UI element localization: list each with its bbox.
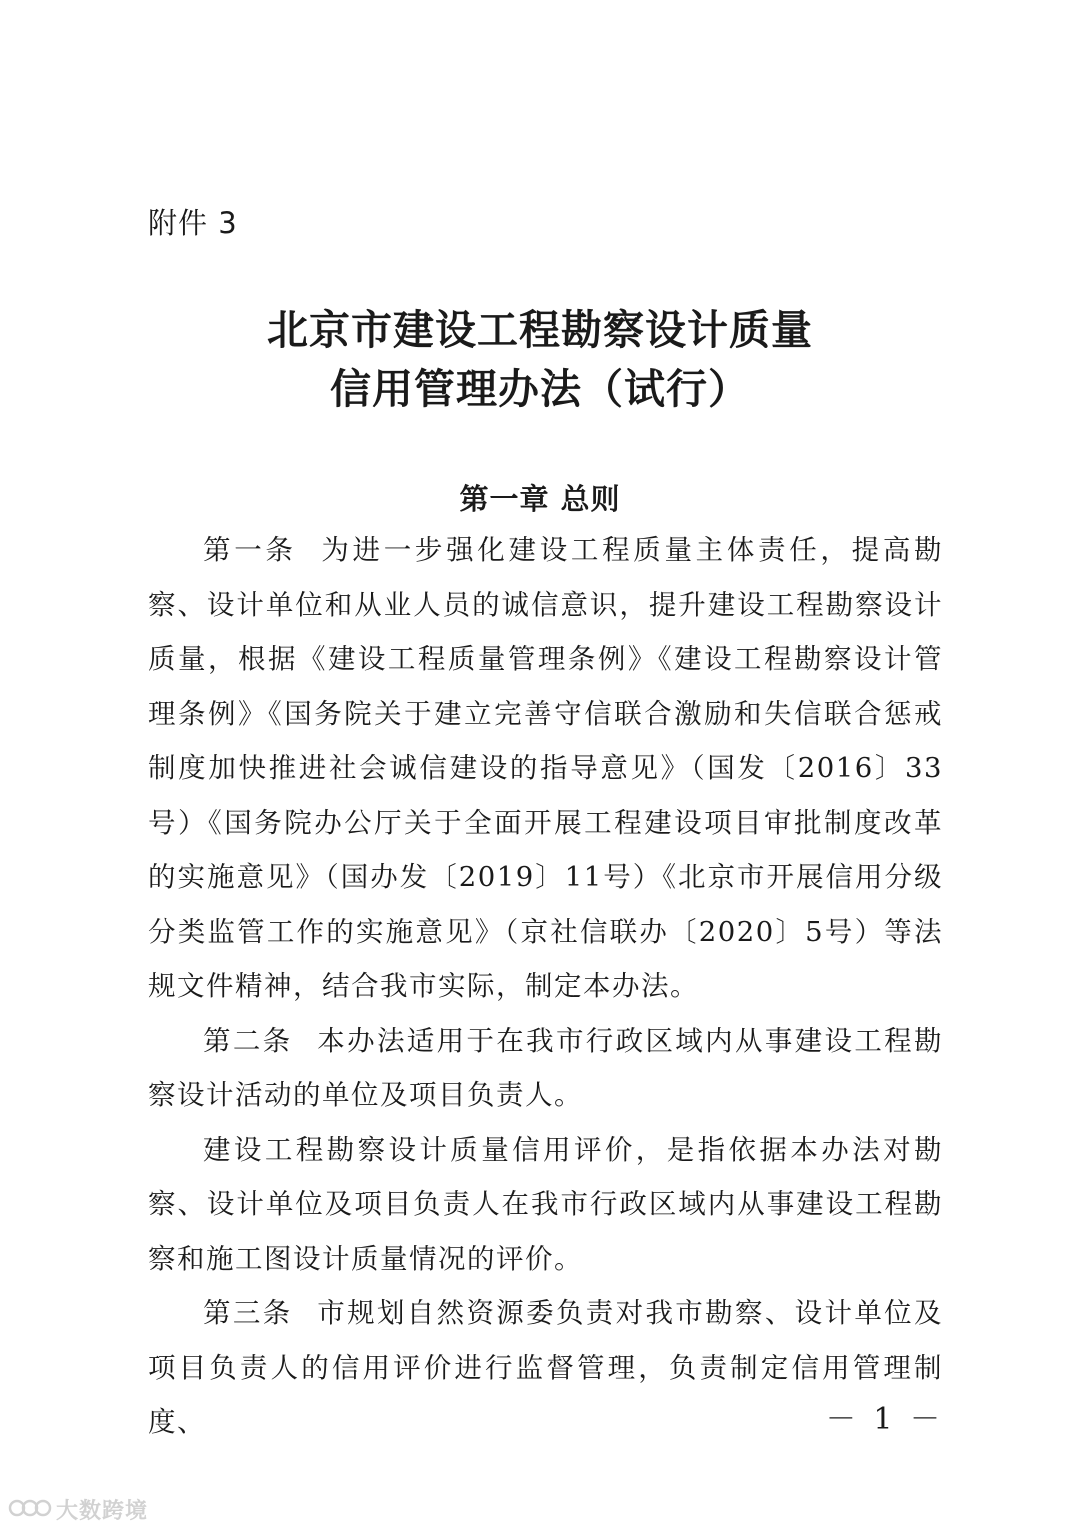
article-paragraph [148, 1014, 943, 1123]
paragraph-text: 建设工程勘察设计质量信用评价，是指依据本办法对勘察、设计单位及项目负责人在我市行政区域内从事建设工程勘察和施工图设计质量情况的评价。 [148, 1133, 943, 1275]
document-title-line-1: 北京市建设工程勘察设计质量 [267, 306, 813, 354]
article-paragraph [148, 1286, 943, 1450]
watermark-text: 大数跨境 [56, 1499, 149, 1524]
document-title-line-2: 信用管理办法（试行） [330, 365, 750, 413]
article-text: 市规划自然资源委负责对我市勘察、设计单位及项目负责人的信用评价进行监督管理，负责制定信用管理制度、 [148, 1297, 944, 1438]
page-number: － 1 － [825, 1402, 944, 1437]
article-number: 第二条 [203, 1024, 293, 1057]
brand-logo-icon [8, 1495, 52, 1525]
article-text: 本办法适用于在我市行政区域内从事建设工程勘察设计活动的单位及项目负责人。 [148, 1024, 944, 1111]
watermark [8, 1494, 148, 1525]
article-number: 第三条 [203, 1297, 293, 1329]
article-text: 为进一步强化建设工程质量主体责任，提高勘察、设计单位和从业人员的诚信意识，提升建设工程勘察设计质量，根据《建设工程质量管理条例》《建设工程勘察设计管理条例》《国务院关于建立完善守信联合激励和失信联合惩戒制度加快推进社会诚信建设的指导意见》（国发〔2016〕33号）《国务院办公厅关于全面开展工程建设项目审批制度改革的实施意见》（国办发〔2019〕11号）《北京市开展信用分级分类监管工作的实施意见》（京社信联办〔2020〕5号）等法规文件精神，结合我市实际，制定本办法。 [148, 534, 944, 1002]
article-number: 第一条 [203, 534, 297, 566]
document-body [148, 523, 943, 1450]
article-paragraph [148, 523, 943, 1014]
body-paragraph [148, 1123, 943, 1287]
attachment-label: 附件 3 [148, 206, 238, 240]
chapter-heading: 第一章 总则 [459, 482, 621, 516]
